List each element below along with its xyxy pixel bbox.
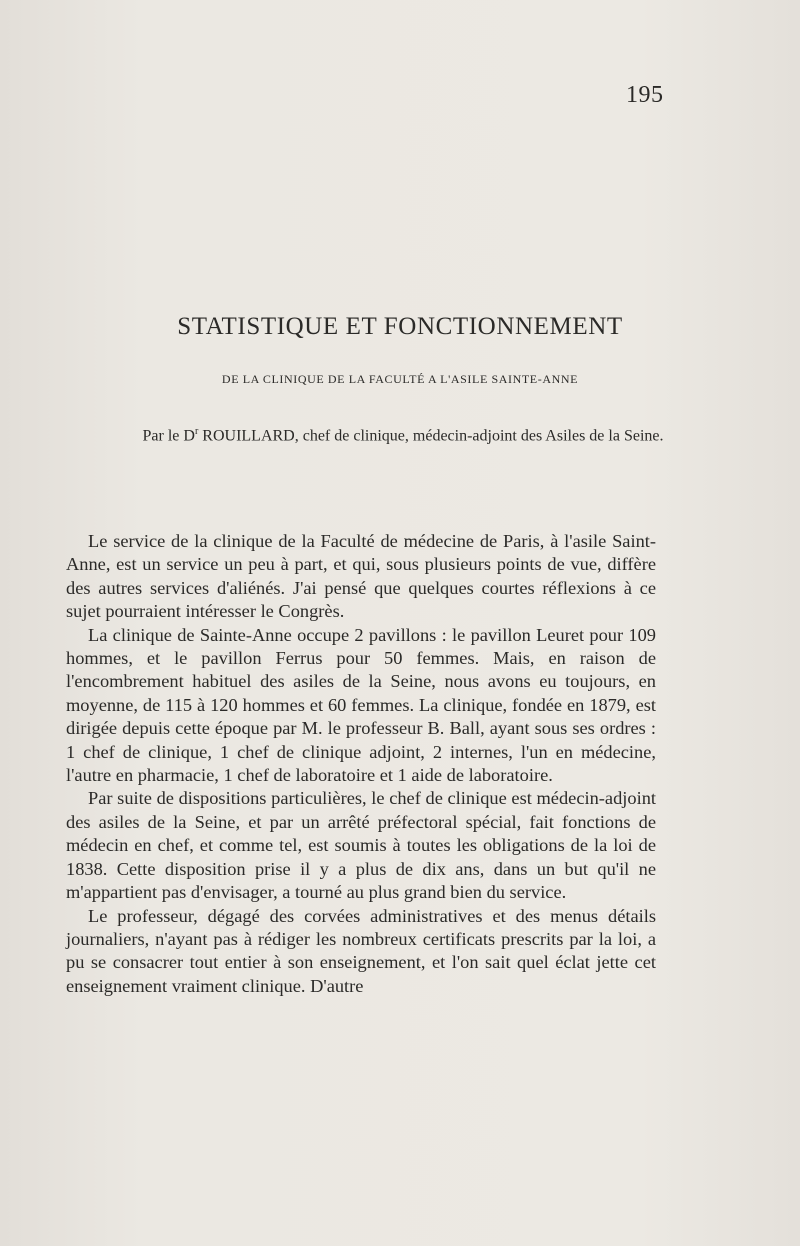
byline-rest: ROUILLARD, chef de clinique, médecin-adjoint des Asiles de la Seine. [198,427,664,445]
page-number: 195 [626,82,664,108]
article-subtitle: DE LA CLINIQUE DE LA FACULTÉ A L'ASILE SAINTE-ANNE [221,372,579,386]
byline-sup: r [194,426,199,437]
author-byline [60,426,746,445]
article-title: STATISTIQUE ET FONCTIONNEMENT [177,312,623,340]
byline-prefix: Par le D [142,427,195,445]
paragraph: Par suite de dispositions particulières, le chef de clinique est médecin-adjoint des asiles de la Seine, et par un arrêté préfectoral spécial, fait fonctions de médecin en chef, et comme tel, est soumis à toutes les obligations de la loi de 1838. Cette disposition prise il y a plus de dix ans, dans un but qu'il ne m'appartient pas d'envisager, a tourné au plus grand bien du service. [66,788,656,903]
paragraph: La clinique de Sainte-Anne occupe 2 pavillons : le pavillon Leuret pour 109 hommes, et le pavillon Ferrus pour 50 femmes. Mais, en raison de l'encombrement habituel des asiles de la Seine, nous avons eu toujours, en moyenne, de 115 à 120 hommes et 60 femmes. La clinique, fondée en 1879, est dirigée depuis cette époque par M. le professeur B. Ball, ayant sous ses ordres : 1 chef de clinique, 1 chef de clinique adjoint, 2 internes, l'un en médecine, l'autre en pharmacie, 1 chef de laboratoire et 1 aide de laboratoire. [66,624,656,786]
article-body [66,530,656,998]
paragraph: Le professeur, dégagé des corvées administratives et des menus détails journaliers, n'ayant pas à rédiger les nombreux certificats prescrits par la loi, a pu se consacrer tout entier à son enseignement, et l'on sait quel éclat jette cet enseignement vraiment clinique. D'autre [66,905,656,996]
paragraph: Le service de la clinique de la Faculté de médecine de Paris, à l'asile Saint-Anne, est un service un peu à part, et qui, sous plusieurs points de vue, diffère des autres services d'aliénés. J'ai pensé que quelques courtes réflexions à ce sujet pourraient intéresser le Congrès. [66,531,656,622]
